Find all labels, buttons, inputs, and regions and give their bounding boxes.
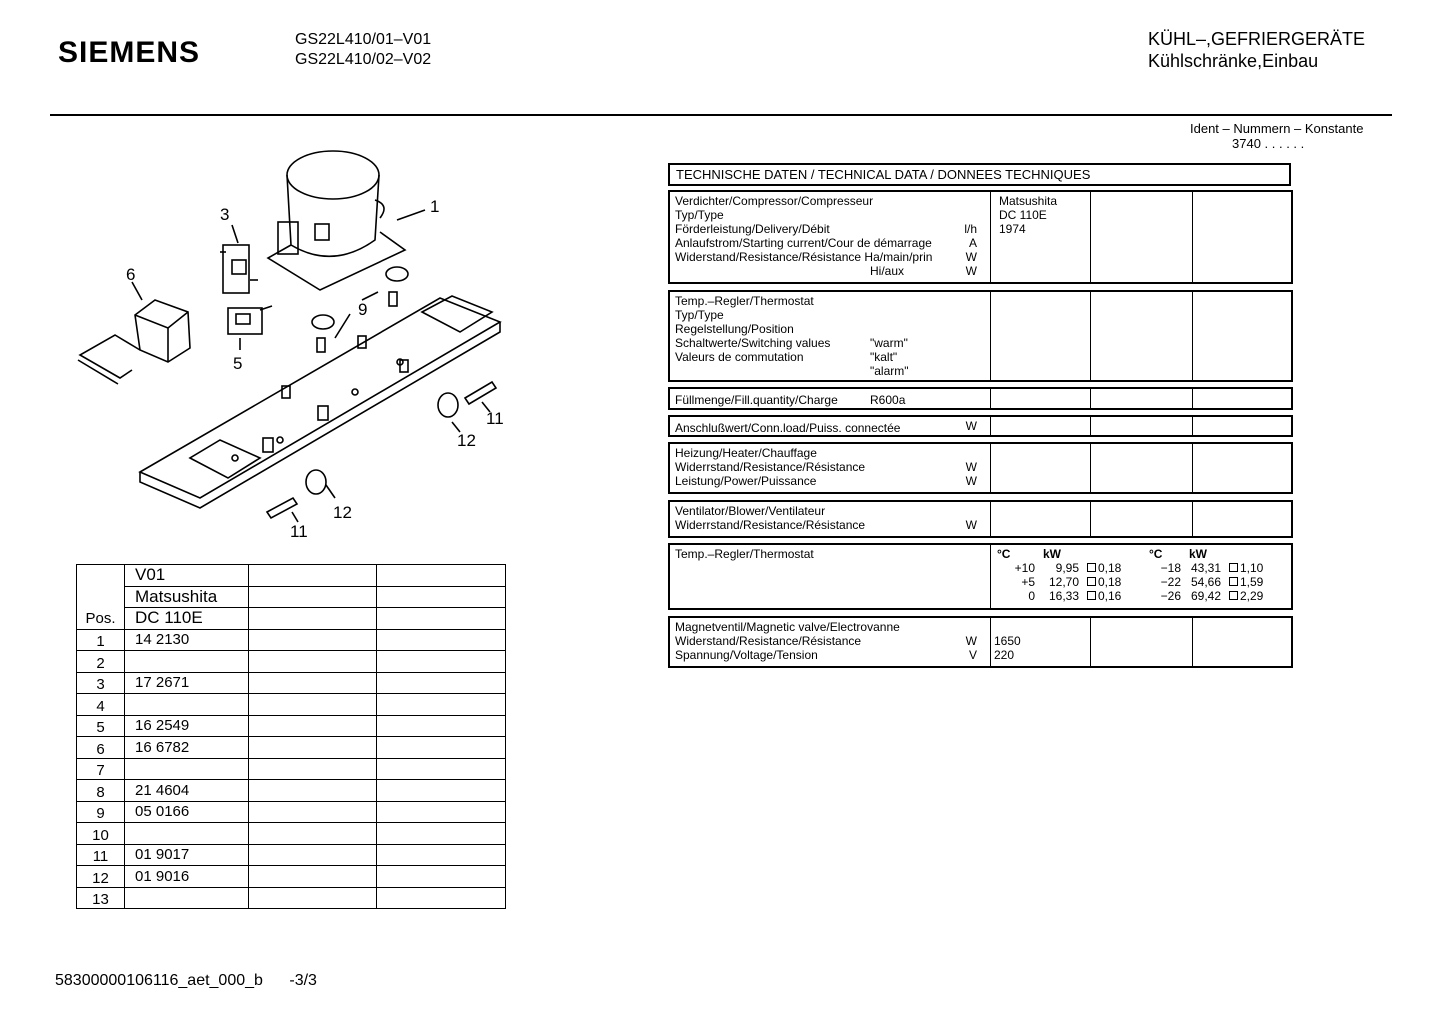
- table-row: [77, 887, 506, 909]
- document-number: 58300000106116_aet_000_b: [55, 972, 263, 989]
- callout-9: 9: [358, 300, 368, 319]
- callout-3: 3: [220, 205, 230, 224]
- tech-label: Spannung/Voltage/Tension: [675, 648, 818, 662]
- checkbox-square-icon: [1087, 563, 1096, 572]
- kw-header: kW: [1189, 547, 1207, 561]
- empty-cell: [249, 565, 377, 587]
- tech-label: Regelstellung/Position: [675, 322, 794, 336]
- empty-cell: [249, 866, 377, 888]
- empty-cell: [249, 694, 377, 716]
- cover-part: [78, 300, 190, 384]
- position-number: 10: [77, 823, 125, 845]
- tech-unit: W: [965, 264, 977, 278]
- empty-cell: [377, 758, 506, 780]
- footer: [55, 972, 339, 990]
- tech-label: Anschlußwert/Conn.load/Puiss. connectée: [675, 421, 901, 435]
- model-line: GS22L410/01–V01: [295, 31, 432, 48]
- tech-label: Anlaufstrom/Starting current/Cour de démarrage: [675, 236, 932, 250]
- type-cell: DC 110E: [125, 608, 249, 630]
- tolerance-value: [1229, 575, 1289, 589]
- tech-data-title: TECHNISCHE DATEN / TECHNICAL DATA / DONNEES TECHNIQUES: [668, 163, 1291, 186]
- compressor-block: [668, 190, 1293, 284]
- table-row: [77, 565, 506, 587]
- tech-label: Temp.–Regler/Thermostat: [675, 294, 814, 308]
- part-number: [125, 823, 249, 845]
- brand-logo: SIEMENS: [58, 36, 201, 69]
- version-cell: V01: [125, 565, 249, 587]
- heater-block: [668, 442, 1293, 494]
- callout-12: 12: [333, 503, 352, 522]
- power-kw: 54,66: [1190, 575, 1221, 589]
- empty-cell: [249, 823, 377, 845]
- tech-unit: W: [965, 474, 977, 488]
- ident-label: Ident – Nummern – Konstante: [1190, 121, 1364, 136]
- table-row: [77, 758, 506, 780]
- part-number: [125, 887, 249, 909]
- switch-value-label: "warm": [870, 336, 908, 350]
- thermostat-values-block: [668, 543, 1293, 610]
- tech-value: DC 110E: [999, 208, 1047, 222]
- callout-11: 11: [290, 522, 308, 541]
- table-row: [77, 866, 506, 888]
- position-number: 6: [77, 737, 125, 759]
- thermostat-block: [668, 290, 1293, 382]
- tech-unit: W: [965, 250, 977, 264]
- page-number: -3/3: [289, 972, 317, 989]
- tech-label: Hi/aux: [870, 264, 905, 278]
- empty-cell: [377, 629, 506, 651]
- power-kw: 43,31: [1190, 561, 1221, 575]
- empty-cell: [249, 586, 377, 608]
- blower-block: [668, 500, 1293, 538]
- checkbox-square-icon: [1087, 591, 1096, 600]
- tolerance-value-text: 0,16: [1098, 589, 1122, 603]
- tech-value: 220: [994, 648, 1015, 662]
- part-number: 16 6782: [125, 737, 249, 759]
- empty-cell: [377, 694, 506, 716]
- tech-value: 1650: [994, 634, 1021, 648]
- position-number: 9: [77, 801, 125, 823]
- tolerance-value-text: 2,29: [1240, 589, 1264, 603]
- empty-cell: [249, 737, 377, 759]
- empty-cell: [377, 565, 506, 587]
- callout-5: 5: [233, 354, 243, 373]
- empty-cell: [377, 887, 506, 909]
- empty-cell: [249, 801, 377, 823]
- callout-11: 11: [486, 409, 504, 428]
- tolerance-value: [1087, 561, 1149, 575]
- table-row: [77, 844, 506, 866]
- kw-header: kW: [1043, 547, 1061, 561]
- part-number: 05 0166: [125, 801, 249, 823]
- empty-cell: [377, 844, 506, 866]
- switch-value-label: "alarm": [870, 364, 909, 378]
- empty-cell: [249, 887, 377, 909]
- relay-part: [220, 245, 258, 293]
- position-number: 5: [77, 715, 125, 737]
- tech-unit: W: [965, 634, 977, 648]
- position-number: 2: [77, 651, 125, 673]
- model-line: GS22L410/02–V02: [295, 51, 432, 68]
- switch-value-label: "kalt": [870, 350, 898, 364]
- temp-celsius: −22: [1160, 575, 1181, 589]
- empty-cell: [249, 844, 377, 866]
- table-row: [77, 651, 506, 673]
- table-row: [77, 823, 506, 845]
- charge-block: [668, 387, 1293, 410]
- tech-unit: l/h: [964, 222, 977, 236]
- maker-cell: Matsushita: [125, 586, 249, 608]
- position-number: 13: [77, 887, 125, 909]
- tech-label: Heizung/Heater/Chauffage: [675, 446, 817, 460]
- position-number: 12: [77, 866, 125, 888]
- tolerance-value: [1229, 589, 1289, 603]
- empty-cell: [249, 608, 377, 630]
- tech-label: Widerstand/Resistance/Résistance: [675, 634, 862, 648]
- part-number: [125, 758, 249, 780]
- tolerance-value: [1087, 575, 1149, 589]
- positions-table: [76, 564, 506, 909]
- empty-cell: [377, 715, 506, 737]
- power-kw: 12,70: [1048, 575, 1079, 589]
- valve-block: [668, 616, 1293, 668]
- ident-value: 3740 . . . . . .: [1232, 136, 1305, 151]
- part-number: 17 2671: [125, 672, 249, 694]
- ident-block: [1190, 121, 1363, 151]
- table-row: [77, 801, 506, 823]
- tech-label: Widerrstand/Resistance/Résistance: [675, 460, 866, 474]
- tech-label: Widerrstand/Resistance/Résistance: [675, 518, 866, 532]
- temp-celsius: −26: [1160, 589, 1181, 603]
- tech-label: Magnetventil/Magnetic valve/Electrovanne: [675, 620, 900, 634]
- table-row: [77, 672, 506, 694]
- table-row: [77, 586, 506, 608]
- empty-cell: [249, 651, 377, 673]
- tech-unit: W: [965, 419, 977, 433]
- empty-cell: [377, 823, 506, 845]
- product-category: [1148, 28, 1365, 72]
- tech-label: Typ/Type: [675, 208, 724, 222]
- position-number: 11: [77, 844, 125, 866]
- part-number: [125, 694, 249, 716]
- position-number: 3: [77, 672, 125, 694]
- part-number: 16 2549: [125, 715, 249, 737]
- empty-cell: [377, 608, 506, 630]
- temp-celsius: +5: [1021, 575, 1035, 589]
- thermostat-values-grid: [997, 547, 1285, 603]
- table-row: [77, 780, 506, 802]
- tech-label: Widerstand/Resistance/Résistance Ha/main/prin: [675, 250, 933, 264]
- empty-cell: [377, 672, 506, 694]
- empty-cell: [377, 651, 506, 673]
- celsius-header: °C: [1149, 547, 1163, 561]
- power-kw: 69,42: [1190, 589, 1221, 603]
- checkbox-square-icon: [1087, 577, 1096, 586]
- empty-cell: [377, 801, 506, 823]
- empty-cell: [377, 586, 506, 608]
- callout-12: 12: [457, 431, 476, 450]
- tech-value: 1974: [999, 222, 1026, 236]
- tech-label: Typ/Type: [675, 308, 724, 322]
- category-line: KÜHL–,GEFRIERGERÄTE: [1148, 29, 1366, 49]
- part-number: 01 9016: [125, 866, 249, 888]
- tech-value: Matsushita: [999, 194, 1058, 208]
- callout-1: 1: [430, 197, 440, 216]
- part-number: 01 9017: [125, 844, 249, 866]
- header-rule: [50, 114, 1392, 116]
- checkbox-square-icon: [1229, 591, 1238, 600]
- empty-cell: [377, 780, 506, 802]
- part-number: 21 4604: [125, 780, 249, 802]
- callout-6: 6: [126, 265, 136, 284]
- tolerance-value-text: 1,10: [1240, 561, 1264, 575]
- model-numbers: [295, 30, 431, 70]
- empty-cell: [249, 672, 377, 694]
- tech-label: Leistung/Power/Puissance: [675, 474, 817, 488]
- empty-cell: [249, 780, 377, 802]
- tech-unit: W: [965, 518, 977, 532]
- empty-cell: [249, 758, 377, 780]
- category-line: Kühlschränke,Einbau: [1148, 51, 1319, 71]
- tolerance-value-text: 0,18: [1098, 561, 1122, 575]
- temp-celsius: −18: [1160, 561, 1181, 575]
- empty-cell: [377, 866, 506, 888]
- empty-cell: [377, 737, 506, 759]
- position-number: 7: [77, 758, 125, 780]
- exploded-parts-drawing: [60, 140, 520, 550]
- tolerance-value-text: 1,59: [1240, 575, 1264, 589]
- compressor-part: [268, 151, 405, 290]
- table-row: [77, 737, 506, 759]
- tech-label: Valeurs de commutation: [675, 350, 804, 364]
- tolerance-value: [1229, 561, 1289, 575]
- tech-unit: W: [965, 460, 977, 474]
- position-number: 1: [77, 629, 125, 651]
- empty-cell: [249, 715, 377, 737]
- empty-cell: [249, 629, 377, 651]
- mounting-rail-part: [140, 296, 500, 508]
- position-number: 8: [77, 780, 125, 802]
- tech-label: Förderleistung/Delivery/Débit: [675, 222, 830, 236]
- tolerance-value-text: 0,18: [1098, 575, 1122, 589]
- tech-label: Verdichter/Compressor/Compresseur: [675, 194, 874, 208]
- table-row: [77, 694, 506, 716]
- tech-unit: A: [968, 236, 977, 250]
- temp-celsius: +10: [1014, 561, 1035, 575]
- tech-label: Füllmenge/Fill.quantity/Charge: [675, 393, 838, 407]
- power-kw: 16,33: [1048, 589, 1079, 603]
- position-number: 4: [77, 694, 125, 716]
- tech-label: Ventilator/Blower/Ventilateur: [675, 504, 826, 518]
- table-row: [77, 608, 506, 630]
- checkbox-square-icon: [1229, 577, 1238, 586]
- part-number: [125, 651, 249, 673]
- overload-part: [228, 306, 272, 334]
- table-row: [77, 715, 506, 737]
- power-kw: 9,95: [1055, 561, 1079, 575]
- table-row: [77, 629, 506, 651]
- pos-header: Pos.: [77, 565, 125, 630]
- temp-celsius: 0: [1028, 589, 1035, 603]
- tech-label: Schaltwerte/Switching values: [675, 336, 831, 350]
- tech-label: Temp.–Regler/Thermostat: [675, 547, 814, 561]
- tolerance-value: [1087, 589, 1149, 603]
- connection-load-block: [668, 415, 1293, 437]
- part-number: 14 2130: [125, 629, 249, 651]
- tech-unit: V: [968, 648, 977, 662]
- celsius-header: °C: [997, 547, 1011, 561]
- charge-value: R600a: [870, 393, 906, 407]
- checkbox-square-icon: [1229, 563, 1238, 572]
